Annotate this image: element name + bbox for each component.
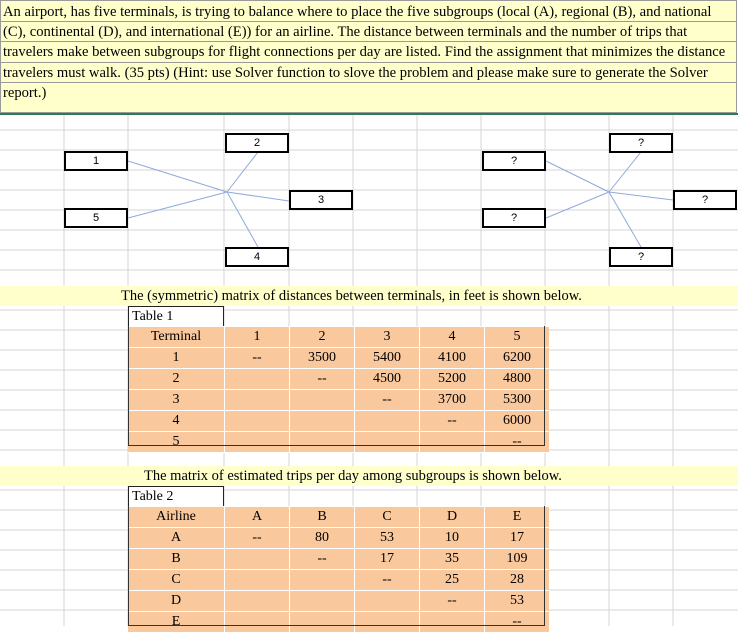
table-cell[interactable] <box>225 612 290 633</box>
header-cell[interactable]: 2 <box>290 327 355 348</box>
header-cell[interactable]: Terminal <box>128 327 225 348</box>
table-cell[interactable] <box>355 612 420 633</box>
table-cell[interactable]: -- <box>225 528 290 549</box>
table-cell[interactable] <box>225 570 290 591</box>
link-line <box>227 192 258 247</box>
table-row <box>128 348 549 369</box>
table-cell[interactable] <box>225 369 290 390</box>
table-row <box>128 612 549 633</box>
header-cell[interactable]: 5 <box>485 327 550 348</box>
trips-matrix-table <box>128 506 549 633</box>
header-cell[interactable]: 3 <box>355 327 420 348</box>
table-cell[interactable]: 17 <box>355 549 420 570</box>
header-cell[interactable]: 1 <box>225 327 290 348</box>
table-row <box>128 390 549 411</box>
table-row <box>128 411 549 432</box>
text-rule <box>1 21 736 22</box>
table-cell[interactable] <box>355 432 420 453</box>
table-cell[interactable] <box>355 411 420 432</box>
table-cell[interactable]: -- <box>290 369 355 390</box>
link-line <box>546 161 609 192</box>
text-rule <box>1 82 736 83</box>
header-cell[interactable]: E <box>485 507 550 528</box>
table-cell[interactable] <box>225 390 290 411</box>
table1-label: Table 1 <box>128 306 224 326</box>
table-cell[interactable] <box>290 390 355 411</box>
table-cell[interactable]: 53 <box>355 528 420 549</box>
selection-border <box>0 113 738 115</box>
table-cell[interactable]: 5200 <box>420 369 485 390</box>
terminal-box-5[interactable]: 5 <box>64 208 128 228</box>
table-cell[interactable]: 4 <box>128 411 225 432</box>
assignment-box-right[interactable]: ? <box>673 190 737 210</box>
table1-caption: The (symmetric) matrix of distances between terminals, in feet is shown below. <box>121 288 582 304</box>
table-row <box>128 549 549 570</box>
table-cell[interactable] <box>290 432 355 453</box>
assignment-box-top[interactable]: ? <box>609 133 673 153</box>
table-cell[interactable]: 10 <box>420 528 485 549</box>
table-cell[interactable]: D <box>128 591 225 612</box>
table-cell[interactable]: 53 <box>485 591 550 612</box>
table-cell[interactable]: 35 <box>420 549 485 570</box>
link-line <box>128 161 227 192</box>
table2-caption: The matrix of estimated trips per day among subgroups is shown below. <box>144 468 562 484</box>
text-rule <box>1 62 736 63</box>
link-line <box>546 192 609 218</box>
table-cell[interactable]: 5 <box>128 432 225 453</box>
table-header-row <box>128 507 549 528</box>
table2-label: Table 2 <box>128 486 224 506</box>
table-row <box>128 570 549 591</box>
header-cell[interactable]: Airline <box>128 507 225 528</box>
table-cell[interactable]: B <box>128 549 225 570</box>
distance-matrix-table <box>128 326 549 453</box>
table-row <box>128 369 549 390</box>
table-row <box>128 528 549 549</box>
problem-text: An airport, has five terminals, is trying to balance where to place the five subgroups (local (A), regional (B), and national (C), continental (D), and international (E)) for an airline. The distance between terminals and the number of trips that travelers make between subgroups for flight connections per day are listed. Find the assignment that minimizes the distance travelers must walk. (35 pts) (Hint: use Solver function to slove the problem and please make sure to generate the Solver report.) <box>3 4 726 101</box>
table-cell[interactable]: -- <box>225 348 290 369</box>
table-cell[interactable] <box>420 612 485 633</box>
table-cell[interactable]: -- <box>420 591 485 612</box>
table-cell[interactable] <box>225 549 290 570</box>
header-cell[interactable]: D <box>420 507 485 528</box>
table-cell[interactable]: 80 <box>290 528 355 549</box>
header-cell[interactable]: C <box>355 507 420 528</box>
header-cell[interactable]: 4 <box>420 327 485 348</box>
table-cell[interactable]: 1 <box>128 348 225 369</box>
table-cell[interactable]: 3 <box>128 390 225 411</box>
table-row <box>128 591 549 612</box>
terminal-box-3[interactable]: 3 <box>289 190 353 210</box>
table-cell[interactable]: -- <box>290 549 355 570</box>
table-row <box>128 432 549 453</box>
table-cell[interactable] <box>225 411 290 432</box>
table-cell[interactable]: 4500 <box>355 369 420 390</box>
table-cell[interactable]: C <box>128 570 225 591</box>
assignment-box-left-top[interactable]: ? <box>482 151 546 171</box>
table-cell[interactable]: -- <box>485 612 550 633</box>
table-cell[interactable]: -- <box>485 432 550 453</box>
link-line <box>609 192 641 247</box>
link-line <box>227 152 258 192</box>
terminal-box-2[interactable]: 2 <box>225 133 289 153</box>
table-cell[interactable]: 6200 <box>485 348 550 369</box>
table-cell[interactable]: 4100 <box>420 348 485 369</box>
table-cell[interactable] <box>225 591 290 612</box>
table-cell[interactable]: 2 <box>128 369 225 390</box>
table-cell[interactable]: 4800 <box>485 369 550 390</box>
table-cell[interactable] <box>225 432 290 453</box>
table-cell[interactable]: E <box>128 612 225 633</box>
terminal-box-1[interactable]: 1 <box>64 151 128 171</box>
assignment-box-left-bottom[interactable]: ? <box>482 208 546 228</box>
table-header-row <box>128 327 549 348</box>
table-cell[interactable]: 5400 <box>355 348 420 369</box>
table-cell[interactable]: 3700 <box>420 390 485 411</box>
problem-statement-note <box>0 0 737 113</box>
assignment-box-bottom[interactable]: ? <box>609 247 673 267</box>
table-cell[interactable]: 3500 <box>290 348 355 369</box>
table-cell[interactable] <box>290 411 355 432</box>
table-cell[interactable]: -- <box>420 411 485 432</box>
terminal-box-4[interactable]: 4 <box>225 247 289 267</box>
table-cell[interactable]: 109 <box>485 549 550 570</box>
table-cell[interactable] <box>290 591 355 612</box>
table-cell[interactable] <box>355 591 420 612</box>
table-cell[interactable]: 25 <box>420 570 485 591</box>
table-cell[interactable]: 5300 <box>485 390 550 411</box>
table-cell[interactable]: 6000 <box>485 411 550 432</box>
link-line <box>609 152 641 192</box>
header-cell[interactable]: A <box>225 507 290 528</box>
link-line <box>227 192 289 201</box>
link-line <box>128 192 227 218</box>
link-line <box>609 192 673 200</box>
table-cell[interactable] <box>290 612 355 633</box>
table-cell[interactable]: 17 <box>485 528 550 549</box>
header-cell[interactable]: B <box>290 507 355 528</box>
table-cell[interactable]: A <box>128 528 225 549</box>
table-cell[interactable] <box>290 570 355 591</box>
table-cell[interactable] <box>420 432 485 453</box>
text-rule <box>1 41 736 42</box>
table-cell[interactable]: -- <box>355 570 420 591</box>
table-cell[interactable]: 28 <box>485 570 550 591</box>
table-cell[interactable]: -- <box>355 390 420 411</box>
